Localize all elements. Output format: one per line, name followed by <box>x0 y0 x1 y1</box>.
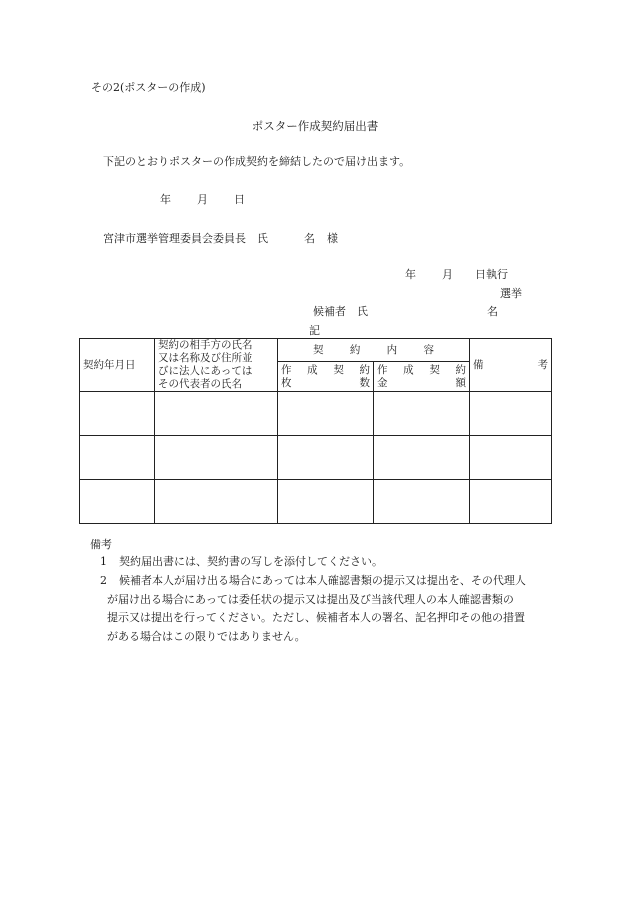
note-number: 1 <box>100 555 107 568</box>
addressee-prefix: 宮津市選挙管理委員会委員長 氏 <box>103 232 268 245</box>
candidate-label: 候補者 氏 <box>313 305 368 318</box>
header-party-line: びに法人にあっては <box>158 365 253 377</box>
notes-title: 備考 <box>90 538 112 551</box>
election-month-label: 月 <box>442 268 453 281</box>
table-row <box>80 480 552 524</box>
cell-contract-date[interactable] <box>80 480 155 524</box>
cell-amount[interactable] <box>374 392 470 436</box>
cell-contract-date[interactable] <box>80 392 155 436</box>
document-title: ポスター作成契約届出書 <box>251 119 379 133</box>
header-count-line2: 枚 数 <box>281 376 370 389</box>
day-label: 日 <box>234 193 245 206</box>
header-party <box>155 339 278 392</box>
addressee-honorific: 様 <box>327 232 338 245</box>
ki-marker: 記 <box>309 324 320 337</box>
table-row <box>80 392 552 436</box>
note-number: 2 <box>100 574 107 587</box>
cell-remarks[interactable] <box>470 480 552 524</box>
header-party-line: 契約の相手方の氏名 <box>158 339 253 351</box>
cell-party[interactable] <box>155 436 278 480</box>
header-count-line1: 作 成 契 約 <box>281 363 370 376</box>
cell-amount[interactable] <box>374 480 470 524</box>
election-year-label: 年 <box>405 268 416 281</box>
submission-date <box>160 193 245 207</box>
header-party-line: その代表者の氏名 <box>158 378 242 390</box>
note-text: がある場合はこの限りではありません。 <box>107 629 306 643</box>
election-day-exec-label: 日執行 <box>475 268 508 281</box>
form-heading: その2(ポスターの作成) <box>91 81 206 94</box>
note-item <box>100 553 560 572</box>
cell-remarks[interactable] <box>470 392 552 436</box>
month-label: 月 <box>197 193 208 206</box>
note-text: 契約届出書には、契約書の写しを添付してください。 <box>119 555 383 568</box>
year-label: 年 <box>160 193 171 206</box>
table-row <box>80 436 552 480</box>
cell-amount[interactable] <box>374 436 470 480</box>
header-remarks-text: 備 考 <box>473 358 548 371</box>
header-contract-content <box>278 339 470 362</box>
note-text: 提示又は提出を行ってください。ただし、候補者本人の署名、記名押印その他の措置 <box>107 611 525 624</box>
note-text: 候補者本人が届け出る場合にあっては本人確認書類の提示又は提出を、その代理人 <box>119 574 526 587</box>
header-remarks <box>470 339 552 392</box>
cell-party[interactable] <box>155 392 278 436</box>
header-amount <box>374 362 470 392</box>
header-party-line: 又は名称及び住所並 <box>158 352 253 364</box>
cell-count[interactable] <box>278 436 374 480</box>
note-text: が届け出る場合にあっては委任状の提示又は提出及び当該代理人の本人確認書類の <box>107 592 514 606</box>
addressee-line <box>103 232 338 246</box>
cell-count[interactable] <box>278 392 374 436</box>
cell-party[interactable] <box>155 480 278 524</box>
header-amount-line1: 作 成 契 約 <box>377 363 466 376</box>
header-contract-content-text: 契 約 内 容 <box>313 343 434 356</box>
cell-contract-date[interactable] <box>80 436 155 480</box>
contract-table <box>79 338 552 524</box>
intro-sentence: 下記のとおりポスターの作成契約を締結したので届け出ます。 <box>103 155 411 168</box>
addressee-name-char: 名 <box>304 232 315 245</box>
cell-remarks[interactable] <box>470 436 552 480</box>
cell-count[interactable] <box>278 480 374 524</box>
election-date <box>405 268 508 282</box>
header-amount-line2: 金 額 <box>377 376 466 389</box>
election-word: 選挙 <box>500 287 522 300</box>
candidate-name-char: 名 <box>487 305 498 318</box>
note-item <box>100 572 560 646</box>
header-count <box>278 362 374 392</box>
header-contract-date: 契約年月日 <box>80 339 155 392</box>
